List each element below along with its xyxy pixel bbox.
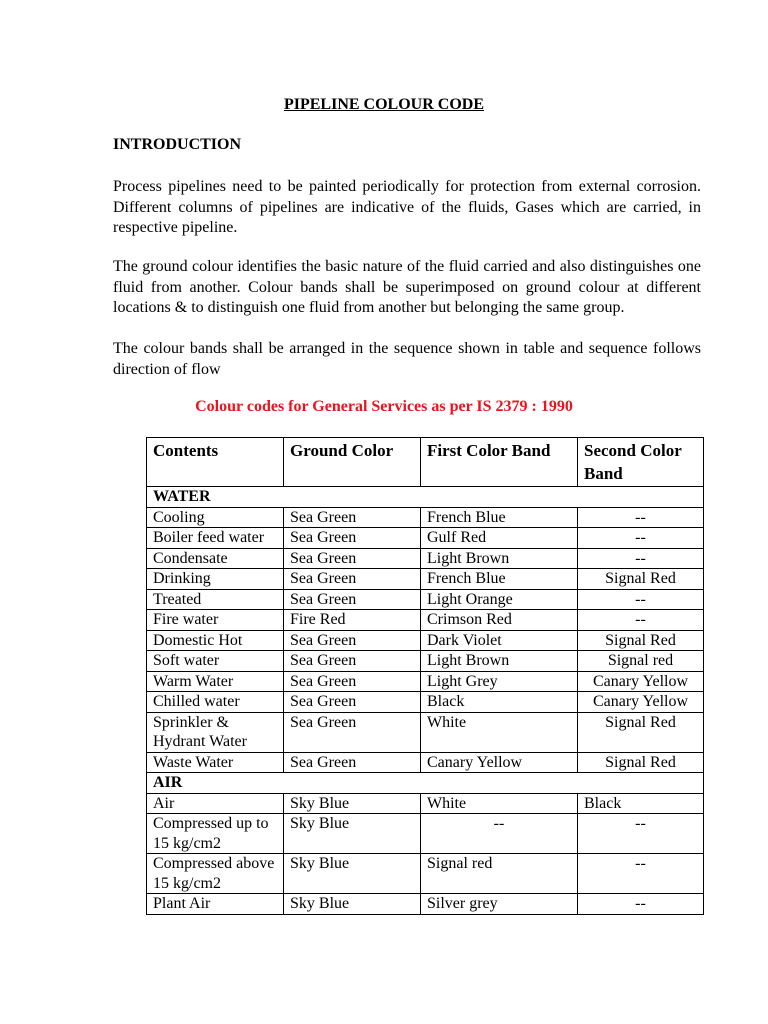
table-row — [147, 548, 704, 569]
cell-contents: Waste Water — [147, 752, 284, 773]
table-row — [147, 528, 704, 549]
cell-contents: Warm Water — [147, 671, 284, 692]
header-ground-color: Ground Color — [284, 438, 421, 487]
cell-first-band: Dark Violet — [421, 630, 578, 651]
colour-code-table — [146, 437, 704, 915]
table-row — [147, 671, 704, 692]
cell-second-band: Canary Yellow — [578, 692, 704, 713]
cell-first-band: Silver grey — [421, 894, 578, 915]
cell-second-band: -- — [578, 507, 704, 528]
group-label: AIR — [147, 773, 704, 794]
intro-paragraph-1: Process pipelines need to be painted periodically for protection from external corrosion. Different columns of pipelines are indicative of the fluids, Gases which are carried, in respective pipeline. — [113, 178, 701, 236]
cell-contents: Soft water — [147, 651, 284, 672]
cell-ground-color: Sea Green — [284, 548, 421, 569]
table-row — [147, 692, 704, 713]
cell-contents: Treated — [147, 589, 284, 610]
cell-second-band: Signal Red — [578, 712, 704, 752]
cell-second-band: Signal Red — [578, 752, 704, 773]
cell-first-band: French Blue — [421, 507, 578, 528]
cell-ground-color: Sea Green — [284, 569, 421, 590]
cell-second-band: -- — [578, 814, 704, 854]
cell-contents: Air — [147, 793, 284, 814]
cell-ground-color: Sky Blue — [284, 814, 421, 854]
header-first-color-band: First Color Band — [421, 438, 578, 487]
cell-ground-color: Sea Green — [284, 507, 421, 528]
cell-first-band: Signal red — [421, 854, 578, 894]
cell-second-band: -- — [578, 894, 704, 915]
table-row — [147, 752, 704, 773]
group-row-air — [147, 773, 704, 794]
cell-contents: Chilled water — [147, 692, 284, 713]
cell-second-band: Black — [578, 793, 704, 814]
cell-ground-color: Sea Green — [284, 589, 421, 610]
header-contents: Contents — [147, 438, 284, 487]
table-row — [147, 589, 704, 610]
cell-ground-color: Sea Green — [284, 630, 421, 651]
cell-first-band: French Blue — [421, 569, 578, 590]
table-row — [147, 651, 704, 672]
cell-first-band: White — [421, 712, 578, 752]
cell-first-band: Black — [421, 692, 578, 713]
cell-second-band: -- — [578, 854, 704, 894]
cell-second-band: Signal Red — [578, 569, 704, 590]
table-row — [147, 569, 704, 590]
cell-first-band: Crimson Red — [421, 610, 578, 631]
cell-first-band: Gulf Red — [421, 528, 578, 549]
intro-paragraph-2: The ground colour identifies the basic nature of the fluid carried and also distinguishes one fluid from another. Colour bands shall be superimposed on ground colour at different locations & to distinguish one fluid from another but belonging the same group. — [113, 258, 701, 316]
cell-second-band: Signal Red — [578, 630, 704, 651]
cell-ground-color: Sea Green — [284, 712, 421, 752]
cell-contents: Condensate — [147, 548, 284, 569]
header-second-color-band: Second Color Band — [578, 438, 704, 487]
table-row — [147, 712, 704, 752]
cell-second-band: -- — [578, 589, 704, 610]
table-row — [147, 894, 704, 915]
table-row — [147, 610, 704, 631]
group-row-water — [147, 487, 704, 508]
cell-contents: Boiler feed water — [147, 528, 284, 549]
cell-contents: Cooling — [147, 507, 284, 528]
cell-contents: Domestic Hot — [147, 630, 284, 651]
cell-first-band: Light Brown — [421, 651, 578, 672]
cell-ground-color: Sea Green — [284, 528, 421, 549]
table-row — [147, 630, 704, 651]
cell-second-band: Signal red — [578, 651, 704, 672]
cell-contents: Fire water — [147, 610, 284, 631]
cell-ground-color: Fire Red — [284, 610, 421, 631]
cell-first-band: -- — [421, 814, 578, 854]
cell-contents: Sprinkler & Hydrant Water — [147, 712, 284, 752]
cell-ground-color: Sea Green — [284, 692, 421, 713]
cell-ground-color: Sea Green — [284, 671, 421, 692]
cell-first-band: White — [421, 793, 578, 814]
table-header-row — [147, 438, 704, 487]
document-title: PIPELINE COLOUR CODE — [283, 96, 485, 113]
cell-second-band: -- — [578, 610, 704, 631]
cell-second-band: Canary Yellow — [578, 671, 704, 692]
cell-ground-color: Sea Green — [284, 752, 421, 773]
table-row — [147, 793, 704, 814]
table-row — [147, 507, 704, 528]
group-label: WATER — [147, 487, 704, 508]
cell-second-band: -- — [578, 548, 704, 569]
cell-ground-color: Sky Blue — [284, 854, 421, 894]
table-row — [147, 854, 704, 894]
cell-contents: Compressed up to 15 kg/cm2 — [147, 814, 284, 854]
introduction-heading: INTRODUCTION — [113, 136, 242, 153]
cell-contents: Drinking — [147, 569, 284, 590]
cell-ground-color: Sky Blue — [284, 793, 421, 814]
cell-second-band: -- — [578, 528, 704, 549]
cell-first-band: Light Grey — [421, 671, 578, 692]
cell-first-band: Canary Yellow — [421, 752, 578, 773]
cell-ground-color: Sea Green — [284, 651, 421, 672]
table-row — [147, 814, 704, 854]
cell-contents: Plant Air — [147, 894, 284, 915]
cell-ground-color: Sky Blue — [284, 894, 421, 915]
cell-first-band: Light Brown — [421, 548, 578, 569]
cell-first-band: Light Orange — [421, 589, 578, 610]
cell-contents: Compressed above 15 kg/cm2 — [147, 854, 284, 894]
table-title: Colour codes for General Services as per IS 2379 : 1990 — [195, 398, 573, 415]
intro-paragraph-3: The colour bands shall be arranged in the sequence shown in table and sequence follows direction of flow — [113, 340, 701, 378]
